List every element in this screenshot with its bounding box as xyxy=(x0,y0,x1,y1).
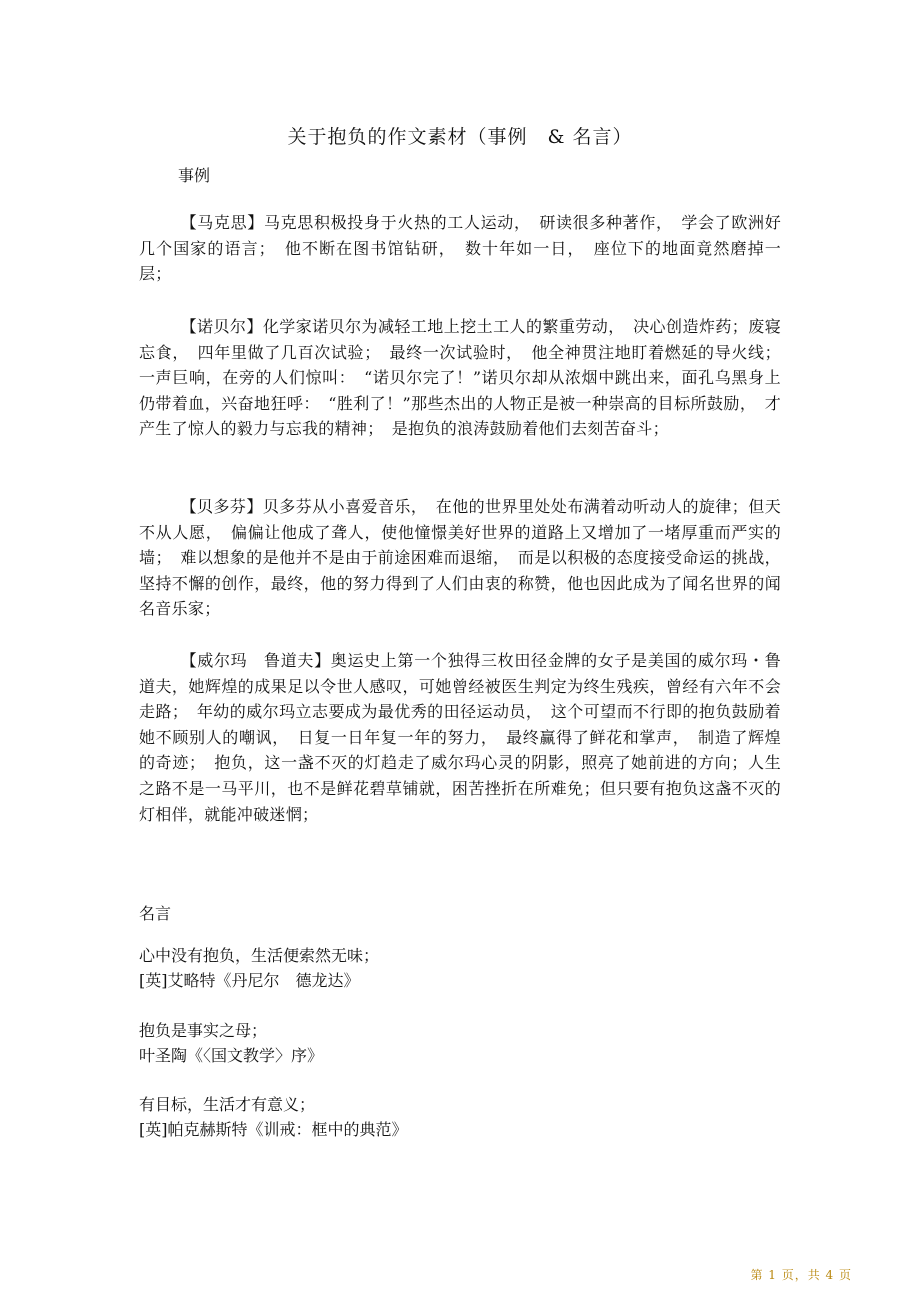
page-title: 关于抱负的作文素材（事例 & 名言） xyxy=(287,126,633,148)
quote-item xyxy=(139,943,781,993)
example-nobel: 【诺贝尔】化学家诺贝尔为减轻工地上挖土工人的繁重劳动， 决心创造炸药；废寝忘食， 四年里做了几百次试验； 最终一次试验时， 他全神贯注地盯着燃延的导火线；一声巨响，在旁的人们惊叫： “诺贝尔完了！”诺贝尔却从浓烟中跳出来，面孔乌黑身上仍带着血，兴奋地狂呼： “胜利了！”那些杰出的人物正是被一种崇高的目标所鼓励， 才产生了惊人的毅力与忘我的精神； 是抱负的浪涛鼓励着他们去刻苦奋斗； xyxy=(139,317,781,439)
quote-text: 有目标，生活才有意义； xyxy=(139,1095,316,1114)
example-wilma: 【威尔玛 鲁道夫】奥运史上第一个独得三枚田径金牌的女子是美国的威尔玛・鲁道夫，她辉煌的成果足以令世人感叹，可她曾经被医生判定为终生残疾，曾经有六年不会走路； 年幼的威尔玛立志要成为最优秀的田径运动员， 这个可望而不行即的抱负鼓励着她不顾别人的嘲讽， 日复一日年复一年的努力， 最终赢得了鲜花和掌声， 制造了辉煌的奇迹； 抱负，这一盏不灭的灯趋走了威尔玛心灵的阴影，照亮了她前进的方向；人生之路不是一马平川，也不是鲜花碧草铺就，困苦挫折在所难免；但只要有抱负这盏不灭的灯相伴，就能冲破迷惘； xyxy=(139,651,781,824)
example-beethoven: 【贝多芬】贝多芬从小喜爱音乐， 在他的世界里处处布满着动听动人的旋律；但天不从人愿， 偏偏让他成了聋人，使他憧憬美好世界的道路上又增加了一堵厚重而严实的墙； 难以想象的是他并不是由于前途困难而退缩， 而是以积极的态度接受命运的挑战，坚持不懈的创作，最终，他的努力得到了人们由衷的称赞，他也因此成为了闻名世界的闻名音乐家； xyxy=(139,497,781,619)
quote-item xyxy=(139,1018,781,1068)
quote-text: 心中没有抱负，生活便索然无味； xyxy=(139,946,380,965)
quote-item xyxy=(139,1092,781,1142)
quote-source: [英]艾略特《丹尼尔 德龙达》 xyxy=(139,971,360,990)
example-marx: 【马克思】马克思积极投身于火热的工人运动， 研读很多种著作， 学会了欧洲好几个国家的语言； 他不断在图书馆钻研， 数十年如一日， 座位下的地面竟然磨掉一层； xyxy=(139,213,781,284)
quote-source: [英]帕克赫斯特《训戒：框中的典范》 xyxy=(139,1120,408,1139)
quote-source: 叶圣陶《〈国文教学〉序》 xyxy=(139,1046,324,1065)
quote-text: 抱负是事实之母； xyxy=(139,1021,268,1040)
page-number: 第 1 页，共 4 页 xyxy=(750,1268,852,1282)
quotes-heading: 名言 xyxy=(139,904,172,923)
examples-heading: 事例 xyxy=(178,166,211,185)
